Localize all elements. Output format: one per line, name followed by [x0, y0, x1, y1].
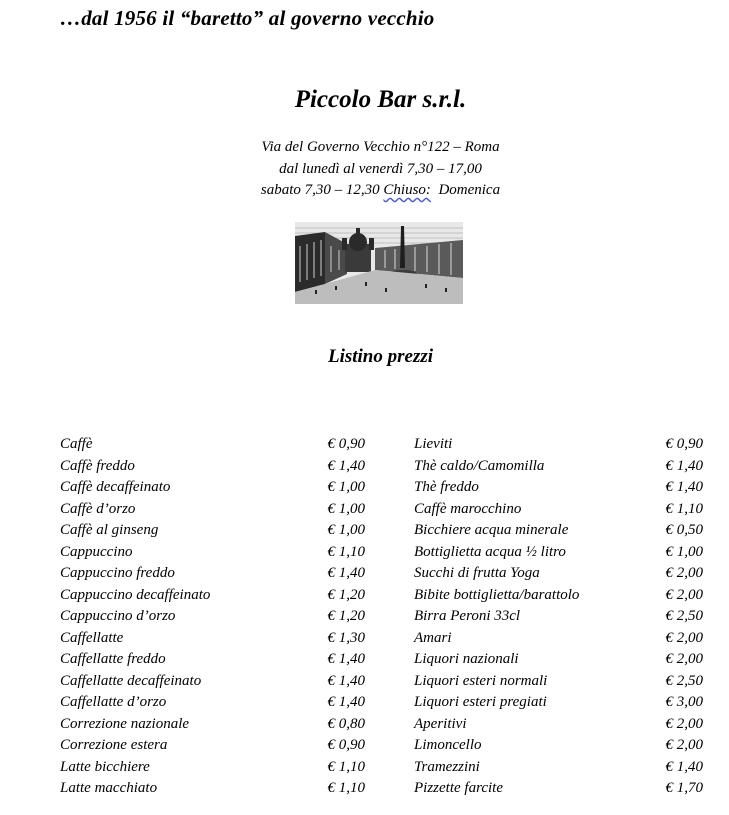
item-name: Thè caldo/Camomilla [414, 457, 545, 474]
item-price: € 2,50 [665, 608, 703, 624]
price-list-row [60, 649, 365, 671]
price-list-row [414, 542, 703, 564]
item-name: Correzione estera [60, 737, 168, 753]
price-list-row [60, 671, 365, 693]
item-price: € 0,90 [665, 436, 703, 452]
item-name: Latte macchiato [60, 780, 158, 796]
price-list-row [414, 499, 703, 521]
price-list-row [60, 434, 365, 456]
piazza-engraving-image [295, 222, 463, 304]
price-list-row [414, 671, 703, 693]
item-name: Caffellatte freddo [60, 651, 166, 667]
item-price: € 2,00 [665, 629, 703, 646]
price-list-row [414, 778, 703, 800]
price-list-row [414, 735, 703, 757]
price-list-row [60, 585, 365, 607]
weekday-hours: dal lunedì al venerdì 7,30 – 17,00 [279, 160, 482, 177]
item-price: € 1,00 [327, 522, 365, 538]
item-name: Caffè decaffeinato [60, 479, 171, 495]
item-price: € 1,10 [327, 543, 365, 560]
item-price: € 1,20 [327, 608, 365, 624]
item-name: Cappuccino freddo [60, 565, 175, 581]
item-price: € 1,10 [665, 500, 703, 517]
item-name: Caffellatte [60, 629, 124, 646]
item-name: Caffè marocchino [414, 500, 522, 517]
item-name: Liquori esteri normali [414, 672, 548, 689]
tagline: …dal 1956 il “baretto” al governo vecchio [60, 6, 435, 30]
item-name: Thè freddo [414, 479, 479, 495]
item-name: Limoncello [414, 737, 482, 753]
address-block [0, 137, 729, 202]
item-price: € 1,40 [665, 479, 703, 495]
price-list-row [414, 649, 703, 671]
price-list-row [414, 434, 703, 456]
item-name: Cappuccino d’orzo [60, 608, 176, 624]
price-list-title: Listino prezzi [327, 346, 434, 367]
item-name: Succhi di frutta Yoga [414, 565, 540, 581]
item-name: Lieviti [414, 436, 453, 452]
price-list-left-column [60, 434, 365, 800]
item-name: Caffè al ginseng [60, 522, 159, 538]
closed-label: Chiuso: [383, 182, 431, 198]
item-price: € 2,00 [665, 737, 703, 753]
item-price: € 1,70 [665, 780, 703, 796]
item-price: € 1,40 [665, 758, 703, 775]
price-list-row [60, 778, 365, 800]
item-name: Caffè freddo [60, 457, 135, 474]
item-name: Liquori esteri pregiati [414, 694, 547, 710]
item-name: Pizzette farcite [414, 780, 504, 796]
price-list-row [60, 692, 365, 714]
price-list-row [414, 456, 703, 478]
item-price: € 1,40 [665, 457, 703, 474]
item-name: Caffellatte decaffeinato [60, 672, 202, 689]
item-price: € 2,00 [665, 651, 703, 667]
price-list-row [60, 606, 365, 628]
item-name: Caffè [60, 436, 93, 452]
item-price: € 2,00 [665, 565, 703, 581]
saturday-hours: sabato 7,30 – 12,30 [260, 182, 384, 198]
saturday-hours-line [0, 180, 729, 202]
item-name: Liquori nazionali [414, 651, 519, 667]
item-name: Tramezzini [414, 758, 480, 775]
price-list-row [414, 563, 703, 585]
item-price: € 1,40 [327, 651, 365, 667]
price-list-row [60, 542, 365, 564]
item-price: € 1,20 [327, 586, 365, 603]
item-price: € 0,90 [327, 436, 365, 452]
item-name: Bibite bottiglietta/barattolo [414, 586, 580, 603]
price-list-row [414, 692, 703, 714]
item-name: Birra Peroni 33cl [414, 608, 521, 624]
price-list-row [60, 456, 365, 478]
price-list-row [60, 563, 365, 585]
closed-day: Domenica [430, 182, 501, 198]
price-list-right-column [414, 434, 703, 800]
item-name: Amari [414, 629, 452, 646]
item-price: € 1,10 [327, 758, 365, 775]
item-name: Aperitivi [414, 715, 467, 732]
price-list-row [414, 585, 703, 607]
item-name: Bottiglietta acqua ½ litro [414, 543, 566, 560]
price-list-row [414, 520, 703, 542]
item-price: € 0,80 [327, 715, 365, 732]
item-price: € 1,00 [665, 543, 703, 560]
item-price: € 1,40 [327, 565, 365, 581]
item-name: Correzione nazionale [60, 715, 190, 732]
price-list-row [60, 499, 365, 521]
price-list-row [414, 757, 703, 779]
price-list-row [414, 606, 703, 628]
price-list-row [60, 628, 365, 650]
item-price: € 2,50 [665, 672, 703, 689]
price-list-row [414, 714, 703, 736]
item-price: € 1,40 [327, 672, 365, 689]
item-name: Bicchiere acqua minerale [414, 522, 569, 538]
price-list-row [414, 477, 703, 499]
company-name: Piccolo Bar s.r.l. [294, 86, 467, 113]
item-price: € 1,30 [327, 629, 365, 646]
item-price: € 2,00 [665, 715, 703, 732]
price-list-row [60, 520, 365, 542]
item-name: Caffellatte d’orzo [60, 694, 167, 710]
item-price: € 1,40 [327, 457, 365, 474]
item-price: € 0,50 [665, 522, 703, 538]
item-price: € 3,00 [665, 694, 703, 710]
item-name: Cappuccino decaffeinato [60, 586, 211, 603]
price-list-row [60, 477, 365, 499]
item-price: € 1,10 [327, 780, 365, 796]
item-price: € 1,00 [327, 500, 365, 517]
price-list-row [60, 735, 365, 757]
item-price: € 1,00 [327, 479, 365, 495]
piazza-navona-engraving-icon [295, 222, 463, 304]
price-list-row [60, 757, 365, 779]
item-price: € 0,90 [327, 737, 365, 753]
item-name: Cappuccino [60, 543, 133, 560]
item-price: € 2,00 [665, 586, 703, 603]
item-name: Latte bicchiere [60, 758, 150, 775]
street-address: Via del Governo Vecchio n°122 – Roma [261, 139, 500, 155]
item-price: € 1,40 [327, 694, 365, 710]
item-name: Caffè d’orzo [60, 500, 136, 517]
price-list-row [60, 714, 365, 736]
price-list-row [414, 628, 703, 650]
